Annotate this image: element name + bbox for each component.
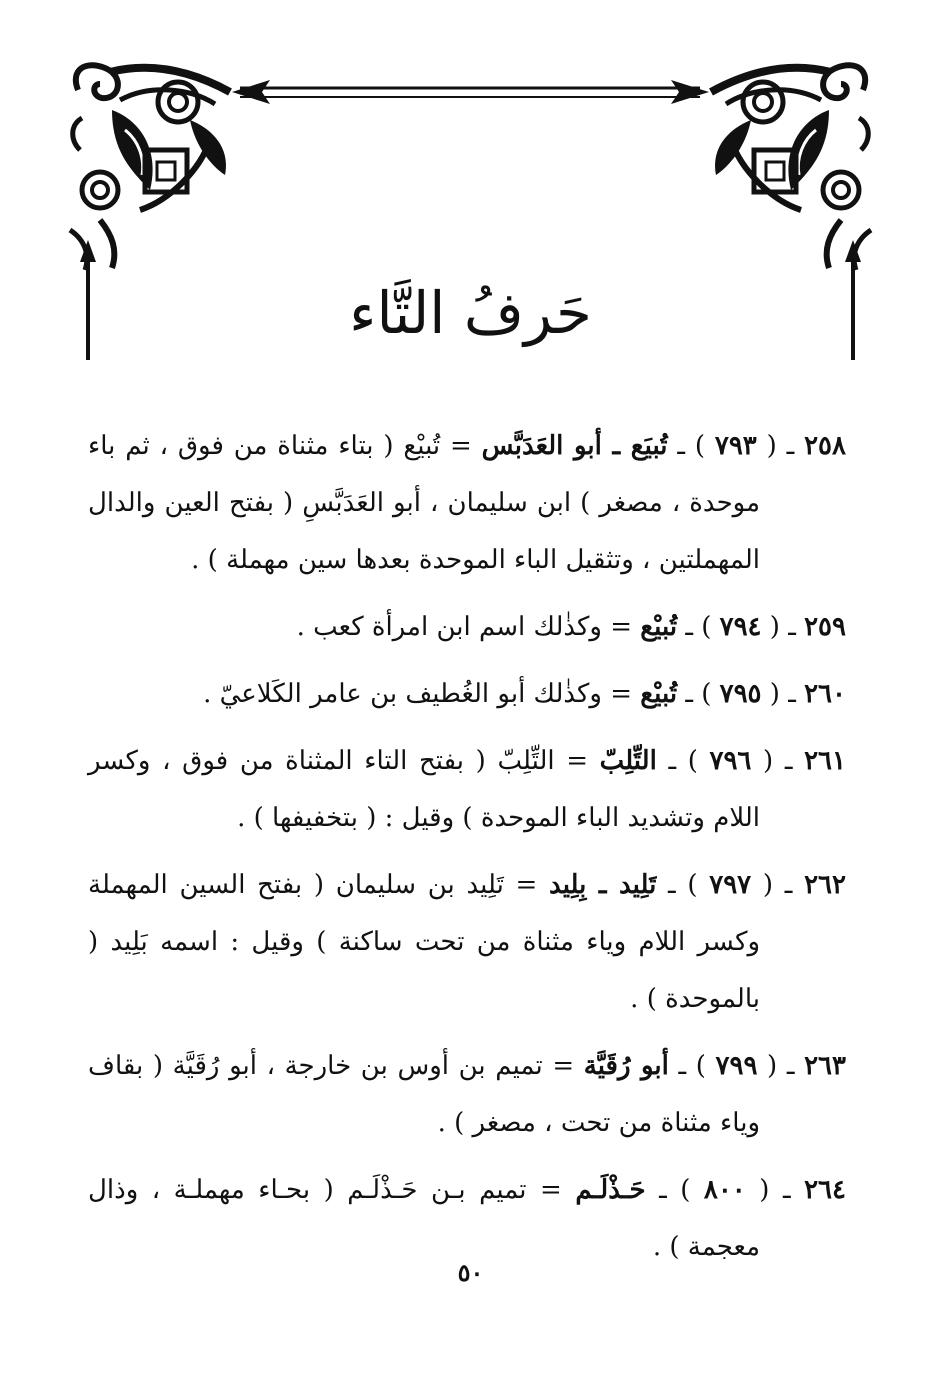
entries-list <box>88 418 846 1286</box>
entry-263: ٢٦٣ ـ ( ٧٩٩ ) ـ أبو رُقَيَّة = تميم بن أوس بن خارجة ، أبو رُقَيَّة ( بقاف وياء مثناة من تحت ، مصغر ) . <box>88 1051 846 1138</box>
entry-260: ٢٦٠ ـ ( ٧٩٥ ) ـ تُبيْع = وكذٰلك أبو الغُطيف بن عامر الكَلاعيّ . <box>203 679 846 709</box>
entry-number: ٢٥٨ <box>804 431 846 461</box>
entry-headword: تُبيْع <box>640 679 678 709</box>
entry-reference: ٧٩٧ <box>709 870 752 900</box>
entry-number: ٢٦٣ <box>804 1051 846 1081</box>
entry-262: ٢٦٢ ـ ( ٧٩٧ ) ـ تَلِيد ـ بِلِيد = تَلِيد بن سليمان ( بفتح السين المهملة وكسر اللام وياء مثناة من تحت ساكنة ) وقيل : اسمه بَلِيد ( بالموحدة ) . <box>88 870 846 1014</box>
entry-text: التِّلِبّ ( بفتح التاء المثناة من فوق ، وكسر اللام وتشديد الباء الموحدة ) وقيل : ( بتخفيفها ) . <box>88 746 760 833</box>
entry-text: وكذٰلك أبو الغُطيف بن عامر الكَلاعيّ . <box>203 679 602 709</box>
entry-number: ٢٥٩ <box>804 612 846 642</box>
entry-number: ٢٦٤ <box>804 1175 846 1205</box>
entry-text: تميم بن أوس بن خارجة ، أبو رُقَيَّة ( بقاف وياء مثناة من تحت ، مصغر ) . <box>88 1051 760 1138</box>
entry-259: ٢٥٩ ـ ( ٧٩٤ ) ـ تُبيْع = وكذٰلك اسم ابن امرأة كعب . <box>296 612 846 642</box>
entry-text: تُبيْع ( بتاء مثناة من فوق ، ثم باء موحدة ، مصغر ) ابن سليمان ، أبو العَدَبَّسِ ( بفتح العين والدال المهملتين ، وتثقيل الباء الموحدة بعدها سين مهملة ) . <box>88 431 760 575</box>
entry-headword: تُبيْع <box>640 612 678 642</box>
page-number: ٥٠ <box>457 1258 484 1287</box>
entry-text: تميم بـن حَـذْلَـم ( بحـاء مهملـة ، وذال معجمة ) . <box>88 1175 760 1262</box>
entry-headword: التِّلِبّ <box>599 746 657 776</box>
entry-264: ٢٦٤ ـ ( ٨٠٠ ) ـ حَـذْلَـم = تميم بـن حَـذْلَـم ( بحـاء مهملـة ، وذال معجمة ) . <box>88 1175 846 1262</box>
entry-reference: ٧٩٤ <box>719 612 762 642</box>
entry-reference: ٧٩٣ <box>714 431 757 461</box>
entry-258: ٢٥٨ ـ ( ٧٩٣ ) ـ تُبيَع ـ أبو العَدَبَّس = تُبيْع ( بتاء مثناة من فوق ، ثم باء موحدة ، مصغر ) ابن سليمان ، أبو العَدَبَّسِ ( بفتح العين والدال المهملتين ، وتثقيل الباء الموحدة بعدها سين مهملة ) . <box>88 431 846 575</box>
entry-headword: تَلِيد ـ بِلِيد <box>549 870 657 900</box>
entry-reference: ٧٩٦ <box>709 746 752 776</box>
entry-headword: أبو رُقَيَّة <box>583 1051 669 1081</box>
entry-261: ٢٦١ ـ ( ٧٩٦ ) ـ التِّلِبّ = التِّلِبّ ( بفتح التاء المثناة من فوق ، وكسر اللام وتشديد الباء الموحدة ) وقيل : ( بتخفيفها ) . <box>88 746 846 833</box>
entry-headword: حَـذْلَـم <box>575 1175 646 1205</box>
entry-text: تَلِيد بن سليمان ( بفتح السين المهملة وكسر اللام وياء مثناة من تحت ساكنة ) وقيل : اسمه بَلِيد ( بالموحدة ) . <box>88 870 760 1014</box>
entry-reference: ٧٩٩ <box>715 1051 758 1081</box>
entry-text: وكذٰلك اسم ابن امرأة كعب . <box>296 612 602 642</box>
entry-headword: تُبيَع ـ أبو العَدَبَّس <box>481 431 668 461</box>
chapter-title: حَرفُ التَّاء <box>349 279 592 347</box>
entry-number: ٢٦٠ <box>804 679 846 709</box>
entry-reference: ٧٩٥ <box>719 679 762 709</box>
entry-number: ٢٦١ <box>804 746 846 776</box>
entry-number: ٢٦٢ <box>804 870 846 900</box>
entry-reference: ٨٠٠ <box>703 1175 746 1205</box>
